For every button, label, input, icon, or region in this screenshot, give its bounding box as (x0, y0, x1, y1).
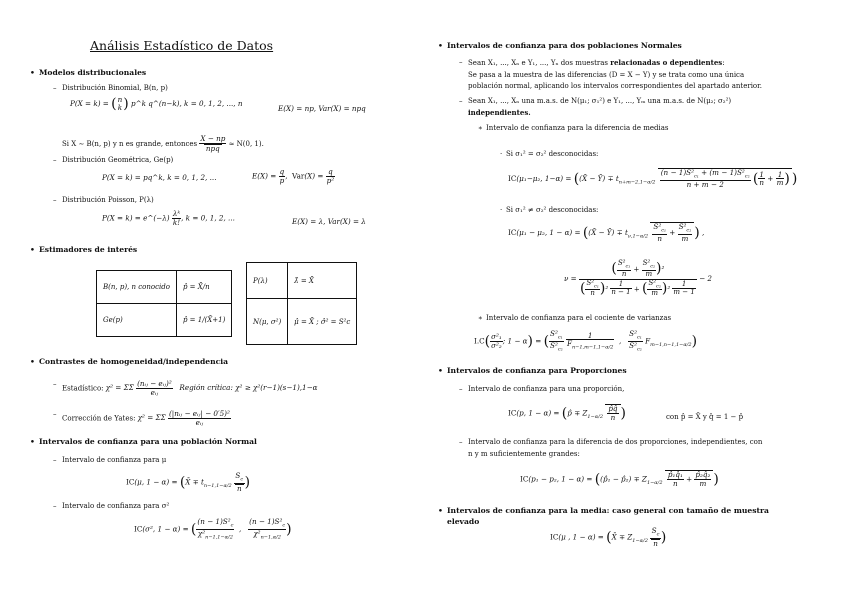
table-row (97, 271, 232, 304)
page-title: Análisis Estadístico de Datos (90, 38, 274, 53)
prop-diff-formula: IC(p₁ − p₂, 1 − α) = ((p̂₁ − p̂₂) ∓ $Z_{1-\alpha/2}$ $\frac{\text{p̂₁q̂₁}}{n}$ + $\frac{\text{p̂₂q̂₂}}{m}$ ) (520, 470, 719, 488)
section-proportions: • Intervalos de confianza para Proporciones (447, 366, 627, 375)
paired-line-1: – Sean X₁, ..., Xₙ e Y₁, ..., Yₙ dos muestras relacionadas o dependientes: (468, 58, 725, 67)
section-estimators: • Estimadores de interés (39, 245, 137, 254)
binomial-approx-text: Si X ∼ B(n, p) y n es grande, entonces (62, 139, 198, 148)
estimators-table-left (96, 270, 232, 337)
estimator-value: p̂ = X̄/n (176, 271, 231, 304)
critical-region: Región crítica: χ² ≥ χ²(r−1)(s−1),1−α (179, 383, 318, 393)
geometric-label: – Distribución Geométrica, Ge(p) (62, 156, 173, 164)
section-two-populations: • Intervalos de confianza para dos poblaciones Normales (447, 41, 682, 50)
chi-stat: – Estadístico: χ² = ΣΣ $\frac{\text{(nᵢⱼ − eᵢⱼ)²}}{\text{eᵢⱼ}}$ Región crítica: χ² ≥ χ²(r−1)(s−1),1−α (62, 380, 318, 397)
table-row (247, 263, 357, 299)
binomial-pmf: P(X = k) = ( n k ) p^k q^(n−k), k = 0, 1, 2, ..., n (70, 95, 243, 112)
binomial-approx-result: ≈ N(0, 1). (228, 139, 264, 148)
geometric-mean-var: E(X) = $\frac{q}{p}$ , Var(X) = $\frac{q}{\text{p²}}$ (252, 167, 335, 185)
poisson-label: – Distribución Poisson, P(λ) (62, 196, 154, 204)
binomial-label: – Distribución Binomial, B(n, p) (62, 84, 168, 92)
table-row (97, 304, 232, 337)
estimator-dist: B(n, p), n conocido (97, 271, 177, 304)
estimator-value: λ̂ = X̄ (288, 263, 357, 299)
nu-formula: ν = ( $\frac{S^2_{c_1}}{n}$ + $\frac{S^2_{c_2}}{m}$ )² ( $\frac{S^2_{c_1}}{n}$ )² $\frac{1}{n - 1}$ + ( $\frac{S^2_{c_2}}{m}$ )² $\frac{1}{m - 1}$ − 2 (564, 259, 712, 298)
yates-correction: – Corrección de Yates: χ² = ΣΣ $\frac{\text{(|nᵢⱼ − eᵢⱼ| − 0′5)²}}{\text{eᵢⱼ}}$ (62, 410, 231, 427)
section-contrasts: • Contrastes de homogeneidad/independencia (39, 357, 228, 366)
table-row (247, 299, 357, 345)
estimator-dist: Ge(p) (97, 304, 177, 337)
var-ratio-formula: I.C( $\frac{\text{σ²₁}}{\text{σ²₂}}$ ; 1 − α) = ( $\frac{S^2_{c_1}}{S^2_{c_2}}$ $\frac{1}{F_{n-1,m-1,1-\alpha/2}}$ , $\frac{S^2_{c_1}}{S^2_{c_2}}$ $F_{m-1,n-1,1-\alpha/2}$) (474, 329, 698, 353)
estimator-dist: P(λ) (247, 263, 288, 299)
estimators-table-right (246, 262, 357, 345)
ic-mu-formula: IC(μ, 1 − α) = (X̄ ∓ $t_{n-1,1-\alpha/2}$ $\frac{S_c}{n}$ ) (126, 471, 251, 493)
binomial-mean-var: E(X) = np, Var(X) = npq (278, 104, 366, 113)
equal-var-formula: IC(μ₁−μ₂, 1−α) = ((X̄ − Ȳ) ∓ $t_{n+m-2,1-\alpha/2}$ $\frac{(n - 1)S^2_{c_1} + (m - 1)S^2_{c_2}}{n + m - 2}$ ( $\frac{1}{n}$ + $\frac{1}{m}$ ) ) (508, 168, 798, 189)
section-normal: • Intervalos de confianza para una población Normal (39, 437, 257, 446)
equal-var-label: · Si σ₁² = σ₂² desconocidas: (506, 150, 598, 158)
section-models: • Modelos distribucionales (39, 68, 146, 77)
ic-sigma-label: – Intervalo de confianza para σ² (62, 502, 169, 510)
chi-stat-label: Estadístico: (62, 384, 104, 393)
geometric-pmf: P(X = k) = pq^k, k = 0, 1, 2, ... (102, 173, 217, 182)
ic-sigma-formula: IC(σ², 1 − α) = ( $\frac{(n - 1)S^2_c}{\chi^2_{n-1,1-\alpha/2}}$ , $\frac{(n - 1)S^2_c}{\chi^2_{n-1,\alpha/2}}$ ) (134, 517, 292, 541)
paired-line-2: Se pasa a la muestra de las diferencias (D = X − Y) y se trata como una única (468, 71, 745, 79)
ic-mu-label: – Intervalo de confianza para μ (62, 456, 166, 464)
prop-label: – Intervalo de confianza para una proporción, (468, 385, 624, 393)
yates-label: Corrección de Yates: (62, 414, 136, 423)
section-large-sample-cont: elevado (447, 517, 480, 526)
poisson-pmf: P(X = k) = e^(−λ) $\frac{\text{λᵏ}}{k!}$ , k = 0, 1, 2, ... (102, 209, 235, 227)
paired-emphasis: relacionadas o dependientes (610, 58, 723, 67)
diff-means-label: ∗ Intervalo de confianza para la diferencia de medias (486, 124, 668, 132)
prop-diff-line-1: – Intervalo de confianza para la diferencia de dos proporciones, independientes, con (468, 438, 762, 446)
unequal-var-label: · Si σ₁² ≠ σ₂² desconocidas: (506, 206, 598, 214)
var-ratio-label: ∗ Intervalo de confianza para el cociente de varianzas (486, 314, 671, 322)
prop-note: con p̂ = X̄ y q̂ = 1 − p̂ (666, 413, 744, 421)
large-sample-formula: IC(μ , 1 − α) = (X̄ ∓ $Z_{1-\alpha/2}$ $\frac{S_c}{n}$ ) (550, 526, 667, 548)
estimator-value: μ̂ = X̄ ; σ̂² = S²c (288, 299, 357, 345)
independent-line-2: independientes. (468, 108, 531, 117)
binomial-pmf-rest: p^k q^(n−k), k = 0, 1, 2, ..., n (130, 99, 243, 108)
unequal-var-formula: IC(μ₁ − μ₂, 1 − α) = ((X̄ − Ȳ) ∓ $t_{\nu,1-\alpha/2}$ $\frac{S^2_{c_1}}{n}$ + $\frac{S^2_{c_2}}{m}$ ) , (508, 222, 705, 243)
prop-formula: IC(p, 1 − α) = (p̂ ∓ $Z_{1-\alpha/2}$ $\frac{p̂q̂}{n}$ ) (508, 404, 626, 422)
paired-line-3: población normal, aplicando los intervalos correspondientes del apartado anterior. (468, 82, 762, 90)
prop-diff-line-2: n y m suficientemente grandes: (468, 450, 580, 458)
poisson-mean-var: E(X) = λ, Var(X) = λ (292, 217, 366, 226)
estimator-value: p̂ = 1/(X̄+1) (176, 304, 231, 337)
section-large-sample: • Intervalos de confianza para la media: caso general con tamaño de muestra (447, 506, 769, 515)
estimator-dist: N(μ, σ²) (247, 299, 288, 345)
independent-line-1: – Sean X₁, ..., Xₙ una m.a.s. de N(μ₁; σ₁²) e Y₁, ..., Yₘ una m.a.s. de N(μ₂; σ₂²) (468, 97, 731, 105)
binomial-approx: Si X ∼ B(n, p) y n es grande, entonces $\frac{X - np}{\text{npq}}$ ≈ N(0, 1). (62, 134, 264, 153)
